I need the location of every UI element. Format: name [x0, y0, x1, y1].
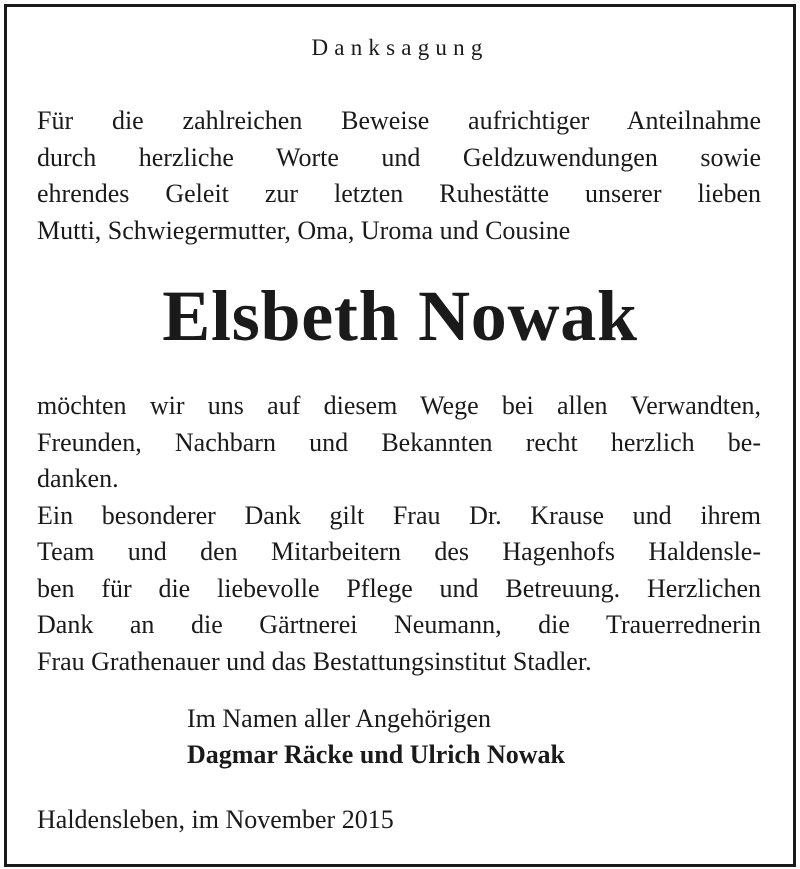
signature-intro: Im Namen aller Angehörigen [187, 704, 491, 733]
thanks-line: Ein besonderer Dank gilt Frau Dr. Krause und ihrem [37, 500, 761, 530]
intro-paragraph [37, 103, 761, 249]
place-date: Haldensleben, im November 2015 [37, 805, 394, 834]
thanks-line: danken. [37, 464, 119, 493]
deceased-name: Elsbeth Nowak [162, 276, 638, 356]
thanks-line: ben für die liebevolle Pflege und Betreuung. Herzlichen [37, 573, 761, 603]
obituary-notice-frame [4, 4, 796, 867]
thanks-paragraph [37, 388, 761, 680]
intro-line: Für die zahlreichen Beweise aufrichtiger Anteilnahme [37, 106, 761, 135]
intro-line: Mutti, Schwiegermutter, Oma, Uroma und Cousine [37, 215, 571, 245]
thanks-line: Team und den Mitarbeitern des Hagenhofs Haldensle- [37, 537, 761, 566]
thanks-line: Dank an die Gärtnerei Neumann, die Trauerrednerin [37, 610, 761, 639]
notice-heading: Danksagung [311, 35, 489, 60]
thanks-line: möchten wir uns auf diesem Wege bei allen Verwandten, [37, 391, 761, 420]
thanks-line: Freunden, Nachbarn und Bekannten recht herzlich be- [37, 427, 761, 457]
signature-block [187, 701, 565, 773]
thanks-line: Frau Grathenauer und das Bestattungsinstitut Stadler. [37, 646, 592, 676]
signature-names: Dagmar Räcke und Ulrich Nowak [187, 740, 565, 769]
intro-line: ehrendes Geleit zur letzten Ruhestätte unserer lieben [37, 179, 761, 208]
intro-line: durch herzliche Worte und Geldzuwendungen sowie [37, 142, 761, 172]
